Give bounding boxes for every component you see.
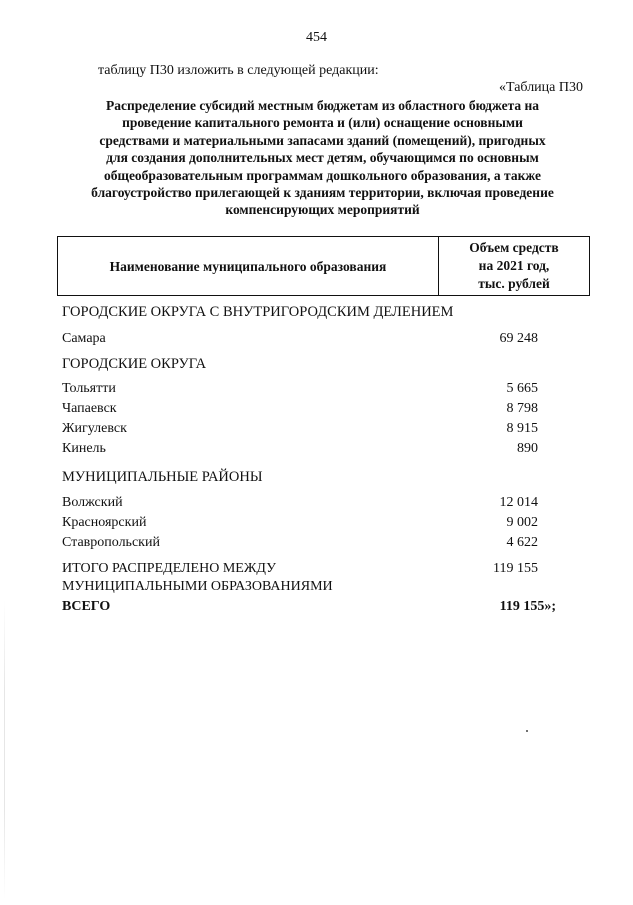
distributed-value: 119 155 [493,561,538,576]
grand-total-value: 119 155»; [499,599,556,614]
table-row [62,441,590,457]
title-line: Распределение субсидий местным бюджетам из областного бюджета на [105,98,540,113]
scan-speck [526,730,528,732]
table-row [62,515,590,531]
grand-total-row [62,599,590,615]
section-heading-urban-districts-intracity: ГОРОДСКИЕ ОКРУГА С ВНУТРИГОРОДСКИМ ДЕЛЕНИЕМ [62,304,454,320]
amount-value: 9 002 [506,515,538,530]
municipality-name: Ставропольский [62,535,160,550]
table-row [62,401,590,417]
amount-value: 8 915 [506,421,538,436]
table-row [62,331,590,347]
amount-value: 890 [517,441,538,456]
municipality-name: Красноярский [62,515,147,530]
section-heading-urban-districts: ГОРОДСКИЕ ОКРУГА [62,356,207,372]
municipality-name: Волжский [62,495,123,510]
column-header-amount-line: тыс. рублей [478,276,550,291]
table-row [62,421,590,437]
municipality-name: Жигулевск [62,421,127,436]
amount-value: 4 622 [506,535,538,550]
amount-value: 8 798 [506,401,538,416]
column-header-name: Наименование муниципального образования [58,237,439,295]
title-line: проведение капитального ремонта и (или) оснащение основными [122,115,523,131]
distributed-label-line: ИТОГО РАСПРЕДЕЛЕНО МЕЖДУ [62,561,276,576]
column-header-amount-line: Объем средств [469,240,559,255]
amount-value: 12 014 [499,495,538,510]
municipality-name: Тольятти [62,381,116,396]
section-heading-municipal-districts: МУНИЦИПАЛЬНЫЕ РАЙОНЫ [62,469,263,485]
page-number: 454 [306,30,327,45]
table-title [60,97,585,219]
table-row [62,495,590,511]
table-row [62,381,590,397]
column-header-amount [439,237,589,295]
table-header [57,236,590,296]
amount-value: 5 665 [506,381,538,396]
amount-value: 69 248 [499,331,538,346]
municipality-name: Чапаевск [62,401,117,416]
table-row [62,535,590,551]
municipality-name: Самара [62,331,106,346]
municipality-name: Кинель [62,441,106,456]
title-line: средствами и материальными запасами зданий (помещений), пригодных [99,132,546,148]
title-line: благоустройство прилегающей к зданиям территории, включая проведение [91,185,554,201]
title-line: компенсирующих мероприятий [225,202,420,218]
grand-total-label: ВСЕГО [62,599,111,614]
distributed-total-row [62,560,590,596]
intro-text: таблицу П30 изложить в следующей редакции: [98,63,379,78]
table-reference: «Таблица П30 [499,80,583,95]
title-line: для создания дополнительных мест детям, обучающимся по основным [106,150,539,166]
distributed-label-line: МУНИЦИПАЛЬНЫМИ ОБРАЗОВАНИЯМИ [62,579,333,594]
title-line: общеобразовательным программам дошкольного образования, а также [104,167,541,183]
column-header-amount-line: на 2021 год, [478,258,550,273]
scan-edge-shadow [4,600,5,900]
